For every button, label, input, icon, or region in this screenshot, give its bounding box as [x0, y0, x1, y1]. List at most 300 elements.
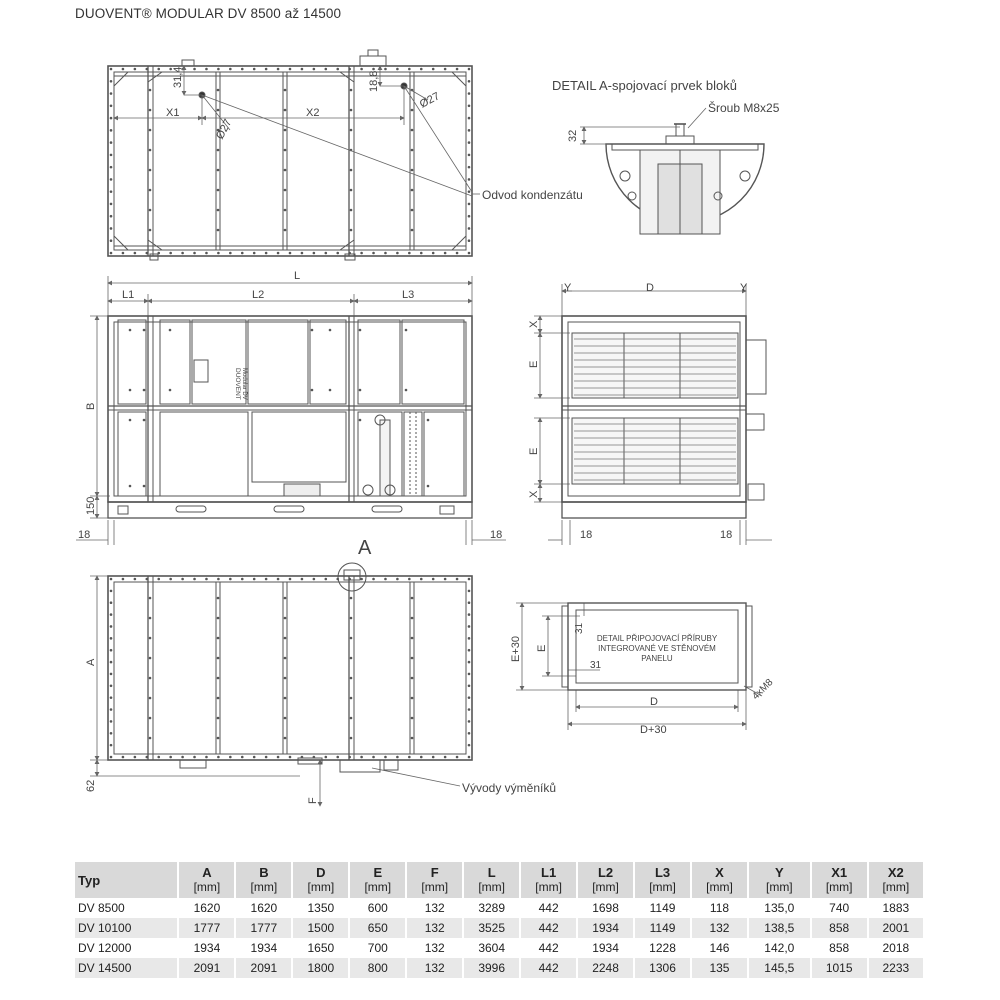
dim-31-4: 31,4: [172, 66, 184, 88]
rivet-dot: [149, 169, 152, 172]
rivet-dot: [265, 578, 268, 581]
column-header: [691, 862, 748, 898]
rivet-dot: [217, 229, 220, 232]
rivet-dot: [217, 169, 220, 172]
rivet-dot: [384, 756, 387, 759]
rivet-dot: [143, 329, 146, 332]
rivet-dot: [456, 756, 459, 759]
flange-detail-text-1: DETAIL PŘIPOJOVACÍ PŘÍRUBY: [596, 634, 718, 643]
rivet-dot: [143, 389, 146, 392]
rivet-dot: [313, 68, 316, 71]
column-header-unit: [mm]: [307, 880, 335, 894]
table-row: [75, 898, 923, 918]
table-cell: 146: [691, 938, 748, 958]
rivet-dot: [284, 677, 287, 680]
rivet-dot: [468, 732, 471, 735]
rivet-dot: [122, 252, 125, 255]
rivet-dot: [396, 578, 399, 581]
rivet-dot: [350, 169, 353, 172]
table-cell: 442: [520, 938, 577, 958]
table-cell: 1934: [577, 938, 634, 958]
table-cell: 132: [406, 958, 463, 978]
rivet-dot: [456, 578, 459, 581]
rivet-dot: [311, 329, 314, 332]
rivet-dot: [217, 149, 220, 152]
rivet-dot: [350, 677, 353, 680]
dim-x1: X1: [166, 107, 180, 119]
dim-l3: L3: [402, 289, 415, 301]
rivet-dot: [372, 578, 375, 581]
rivet-dot: [411, 109, 414, 112]
column-header-name: E: [373, 865, 383, 880]
table-cell: 135,0: [748, 898, 811, 918]
rivet-dot: [427, 485, 430, 488]
unit-text-1: DUOVENT: [234, 368, 241, 400]
spec-table-header: [75, 862, 923, 898]
rivet-dot: [143, 485, 146, 488]
rivet-dot: [169, 389, 172, 392]
dim-18-8: 18,8: [368, 70, 380, 92]
rivet-dot: [110, 227, 113, 230]
table-cell: 1149: [634, 918, 691, 938]
column-header: [178, 862, 235, 898]
detail-marker-a: A: [358, 537, 372, 559]
rivet-dot: [284, 737, 287, 740]
rivet-dot: [129, 485, 132, 488]
column-header-unit: [mm]: [882, 880, 910, 894]
column-header-unit: [mm]: [478, 880, 505, 894]
rivet-dot: [110, 578, 113, 581]
rivet-dot: [265, 756, 268, 759]
table-cell: 2091: [178, 958, 235, 978]
column-header-name: L2: [597, 865, 614, 880]
rivet-dot: [420, 578, 423, 581]
table-cell: 3289: [463, 898, 520, 918]
rivet-dot: [289, 68, 292, 71]
rivet-dot: [110, 708, 113, 711]
column-header: [349, 862, 406, 898]
rivet-dot: [289, 756, 292, 759]
rivet-dot: [217, 617, 220, 620]
table-cell: 1620: [235, 898, 292, 918]
column-header: [811, 862, 868, 898]
rivet-dot: [313, 578, 316, 581]
rivet-dot: [110, 166, 113, 169]
table-cell: 1698: [577, 898, 634, 918]
rivet-dot: [134, 252, 137, 255]
rivet-dot: [350, 209, 353, 212]
rivet-dot: [313, 756, 316, 759]
rivet-dot: [217, 597, 220, 600]
rivet-dot: [229, 252, 232, 255]
column-header: [577, 862, 634, 898]
table-cell: 2001: [868, 918, 923, 938]
rivet-dot: [468, 613, 471, 616]
table-cell: 135: [691, 958, 748, 978]
rivet-dot: [432, 578, 435, 581]
table-cell: 138,5: [748, 918, 811, 938]
rivet-dot: [217, 68, 220, 71]
rivet-dot: [284, 637, 287, 640]
rivet-dot: [110, 239, 113, 242]
page-title: DUOVENT® MODULAR DV 8500 až 14500: [75, 6, 342, 21]
rivet-dot: [129, 389, 132, 392]
rivet-dot: [468, 117, 471, 120]
rivet-dot: [110, 178, 113, 181]
rivet-dot: [350, 109, 353, 112]
rivet-dot: [420, 252, 423, 255]
rivet-dot: [411, 697, 414, 700]
rivet-dot: [350, 189, 353, 192]
rivet-dot: [193, 578, 196, 581]
rivet-dot: [146, 756, 149, 759]
rivet-dot: [157, 756, 160, 759]
column-header-unit: [mm]: [364, 880, 392, 894]
dim-31-b: 31: [590, 660, 602, 671]
rivet-dot: [468, 166, 471, 169]
unit-text-2: Modular DV: [241, 368, 247, 400]
rivet-dot: [408, 578, 411, 581]
rivet-dot: [350, 717, 353, 720]
rivet-dot: [277, 578, 280, 581]
dim-d-30: D+30: [640, 724, 667, 736]
rivet-dot: [110, 756, 113, 759]
dim-f: F: [307, 797, 319, 804]
dim-18-b: 18: [490, 529, 503, 541]
dim-y-1: Y: [564, 282, 572, 294]
detail-a-drawing: [606, 124, 764, 234]
table-cell: 3604: [463, 938, 520, 958]
rivet-dot: [301, 68, 304, 71]
rivet-dot: [110, 105, 113, 108]
rivet-dot: [359, 419, 362, 422]
dim-x-bot: X: [528, 490, 540, 498]
rivet-dot: [149, 677, 152, 680]
rivet-dot: [284, 597, 287, 600]
dim-e-flange: E: [536, 644, 548, 652]
rivet-dot: [350, 657, 353, 660]
rivet-dot: [110, 68, 113, 71]
rivet-dot: [384, 252, 387, 255]
column-header-unit: [mm]: [193, 880, 221, 894]
rivet-dot: [146, 578, 149, 581]
column-header-name: L1: [541, 865, 557, 880]
rivet-dot: [350, 229, 353, 232]
rivet-dot: [468, 154, 471, 157]
rivet-dot: [146, 68, 149, 71]
rivet-dot: [405, 329, 408, 332]
rivet-dot: [468, 673, 471, 676]
rivet-dot: [350, 129, 353, 132]
rivet-dot: [468, 601, 471, 604]
rivet-dot: [384, 578, 387, 581]
table-cell: 1800: [292, 958, 349, 978]
rivet-dot: [468, 661, 471, 664]
rivet-dot: [217, 697, 220, 700]
dim-l: L: [294, 270, 301, 282]
rivet-dot: [110, 673, 113, 676]
rivet-dot: [277, 252, 280, 255]
rivet-dot: [110, 252, 113, 255]
rivet-dot: [284, 109, 287, 112]
rivet-dot: [229, 578, 232, 581]
rivet-dot: [284, 617, 287, 620]
rivet-dot: [265, 68, 268, 71]
rivet-dot: [110, 215, 113, 218]
rivet-dot: [149, 149, 152, 152]
column-header-name: X1: [831, 865, 848, 880]
column-header-unit: [mm]: [535, 880, 562, 894]
rivet-dot: [229, 756, 232, 759]
rivet-dot: [217, 252, 220, 255]
rivet-dot: [329, 389, 332, 392]
rivet-dot: [110, 744, 113, 747]
rivet-dot: [217, 189, 220, 192]
rivet-dot: [336, 68, 339, 71]
rivet-dot: [217, 717, 220, 720]
rivet-dot: [336, 578, 339, 581]
column-header: [868, 862, 923, 898]
rivet-dot: [468, 649, 471, 652]
rivet-dot: [411, 169, 414, 172]
table-cell: 1934: [235, 938, 292, 958]
column-header-unit: [mm]: [765, 880, 793, 894]
rivet-dot: [350, 617, 353, 620]
rivet-dot: [110, 613, 113, 616]
table-cell: 1620: [178, 898, 235, 918]
rivet-dot: [110, 117, 113, 120]
rivet-dot: [468, 756, 471, 759]
rivet-dot: [411, 717, 414, 720]
rivet-dot: [289, 252, 292, 255]
rivet-dot: [122, 68, 125, 71]
table-cell: 2233: [868, 958, 923, 978]
table-cell: 442: [520, 958, 577, 978]
rivet-dot: [468, 625, 471, 628]
rivet-dot: [129, 419, 132, 422]
rivet-dot: [253, 68, 256, 71]
column-header: [463, 862, 520, 898]
rivet-dot: [181, 756, 184, 759]
rivet-dot: [301, 578, 304, 581]
rivet-dot: [169, 252, 172, 255]
rivet-dot: [110, 625, 113, 628]
table-cell: 132: [691, 918, 748, 938]
rivet-dot: [253, 578, 256, 581]
rivet-dot: [444, 578, 447, 581]
table-cell: 132: [406, 898, 463, 918]
rivet-dot: [456, 252, 459, 255]
rivet-dot: [360, 756, 363, 759]
rivet-dot: [110, 141, 113, 144]
rivet-dot: [468, 68, 471, 71]
rivet-dot: [110, 590, 113, 593]
rivet-dot: [149, 109, 152, 112]
top-view: [108, 50, 472, 260]
table-cell: 442: [520, 898, 577, 918]
rivet-dot: [134, 68, 137, 71]
rivet-dot: [384, 68, 387, 71]
rivet-dot: [444, 756, 447, 759]
rivet-dot: [205, 252, 208, 255]
rivet-dot: [193, 68, 196, 71]
rivet-dot: [217, 89, 220, 92]
column-header-name: Typ: [78, 872, 101, 888]
rivet-dot: [169, 756, 172, 759]
dim-x-top: X: [528, 320, 540, 328]
rivet-dot: [468, 744, 471, 747]
rivet-dot: [350, 737, 353, 740]
rivet-dot: [241, 68, 244, 71]
dim-32: 32: [567, 129, 579, 142]
rivet-dot: [325, 756, 328, 759]
rivet-dot: [360, 68, 363, 71]
column-header-unit: [mm]: [649, 880, 676, 894]
rivet-dot: [348, 68, 351, 71]
rivet-dot: [217, 737, 220, 740]
rivet-dot: [205, 756, 208, 759]
dim-150: 150: [85, 496, 97, 515]
rivet-dot: [411, 617, 414, 620]
rivet-dot: [284, 149, 287, 152]
rivet-dot: [432, 756, 435, 759]
table-cell: 442: [520, 918, 577, 938]
dim-y-2: Y: [740, 282, 748, 294]
rivet-dot: [359, 329, 362, 332]
rivet-dot: [149, 637, 152, 640]
rivet-dot: [284, 717, 287, 720]
rivet-dot: [468, 708, 471, 711]
rivet-dot: [359, 389, 362, 392]
rivet-dot: [284, 229, 287, 232]
dim-31-a: 31: [574, 622, 585, 634]
table-cell: DV 8500: [78, 901, 125, 915]
column-header-unit: [mm]: [592, 880, 619, 894]
rivet-dot: [444, 68, 447, 71]
column-header-unit: [mm]: [421, 880, 449, 894]
rivet-dot: [193, 756, 196, 759]
rivet-dot: [277, 756, 280, 759]
rivet-dot: [110, 601, 113, 604]
table-cell: 1934: [577, 918, 634, 938]
column-header-name: F: [430, 865, 439, 880]
rivet-dot: [149, 717, 152, 720]
rivet-dot: [241, 252, 244, 255]
rivet-dot: [325, 578, 328, 581]
rivet-dot: [468, 590, 471, 593]
rivet-dot: [149, 89, 152, 92]
table-cell: 1306: [634, 958, 691, 978]
rivet-dot: [149, 129, 152, 132]
table-cell: 1350: [292, 898, 349, 918]
column-header: [406, 862, 463, 898]
rivet-dot: [289, 578, 292, 581]
rivet-dot: [325, 252, 328, 255]
rivet-dot: [143, 419, 146, 422]
rivet-dot: [284, 657, 287, 660]
rivet-dot: [411, 677, 414, 680]
rivet-dot: [129, 329, 132, 332]
rivet-dot: [122, 578, 125, 581]
table-cell: 3996: [463, 958, 520, 978]
table-cell: DV 10100: [75, 918, 178, 938]
column-header-name: X: [715, 865, 724, 880]
label-screw: Šroub M8x25: [708, 101, 780, 115]
table-cell: 118: [691, 898, 748, 918]
dim-e-30: E+30: [510, 636, 522, 662]
table-cell: 2018: [868, 938, 923, 958]
dim-18-d: 18: [720, 529, 733, 541]
rivet-dot: [468, 578, 471, 581]
dim-a: A: [85, 658, 97, 666]
rivet-dot: [157, 68, 160, 71]
rivet-dot: [253, 252, 256, 255]
table-cell: 1934: [178, 938, 235, 958]
dim-dia27-b: Ø27: [417, 90, 442, 111]
rivet-dot: [411, 129, 414, 132]
table-cell: 800: [349, 958, 406, 978]
rivet-dot: [110, 696, 113, 699]
rivet-dot: [110, 637, 113, 640]
rivet-dot: [181, 252, 184, 255]
column-header-name: A: [202, 865, 212, 880]
rivet-dot: [468, 239, 471, 242]
spec-table: [75, 862, 923, 978]
column-header: [520, 862, 577, 898]
column-header-name: D: [316, 865, 326, 880]
rivet-dot: [284, 697, 287, 700]
rivet-dot: [157, 252, 160, 255]
table-cell: 600: [349, 898, 406, 918]
rivet-dot: [229, 68, 232, 71]
rivet-dot: [468, 685, 471, 688]
table-cell: 740: [811, 898, 868, 918]
rivet-dot: [146, 252, 149, 255]
rivet-dot: [372, 68, 375, 71]
rivet-dot: [217, 677, 220, 680]
table-cell: 858: [811, 918, 868, 938]
table-row: [75, 938, 923, 958]
rivet-dot: [408, 68, 411, 71]
table-cell: 1149: [634, 898, 691, 918]
rivet-dot: [396, 252, 399, 255]
front-view: [108, 316, 472, 518]
rivet-dot: [241, 578, 244, 581]
rivet-dot: [329, 329, 332, 332]
rivet-dot: [217, 209, 220, 212]
rivet-dot: [122, 756, 125, 759]
rivet-dot: [149, 617, 152, 620]
rivet-dot: [205, 68, 208, 71]
rivet-dot: [284, 189, 287, 192]
rivet-dot: [396, 68, 399, 71]
table-cell: 700: [349, 938, 406, 958]
rivet-dot: [149, 597, 152, 600]
rivet-dot: [110, 661, 113, 664]
rivet-dot: [348, 578, 351, 581]
rivet-dot: [110, 92, 113, 95]
rivet-dot: [110, 129, 113, 132]
rivet-dot: [325, 68, 328, 71]
table-cell: 1500: [292, 918, 349, 938]
column-header: [748, 862, 811, 898]
rivet-dot: [468, 141, 471, 144]
rivet-dot: [372, 252, 375, 255]
rivet-dot: [284, 89, 287, 92]
dim-18-a: 18: [78, 529, 91, 541]
rivet-dot: [468, 203, 471, 206]
rivet-dot: [110, 80, 113, 83]
